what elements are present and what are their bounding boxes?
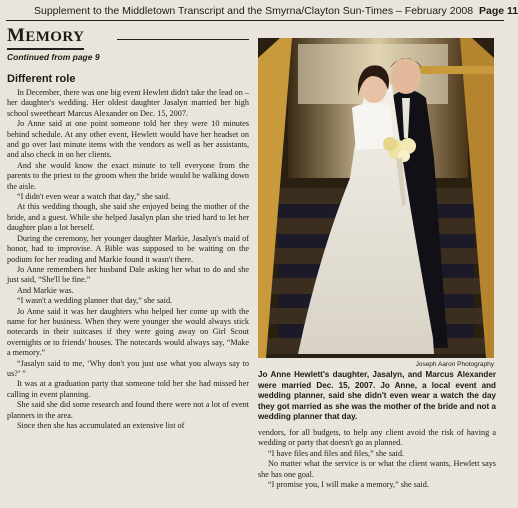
article-paragraph: Jo Anne said at one point someone told her they were 10 minutes behind schedule. At any other event, Hewlett would have her headset on and go over last minute items with the vendors as well as her assistants, and also check in on her clients. [7,119,249,160]
running-head [34,4,518,18]
article-paragraph: “I didn't even wear a watch that day,” she said. [17,192,171,202]
article-subhead: Different role [7,73,76,85]
photo-caption: Jo Anne Hewlett's daughter, Jasalyn, and Marcus Alexander were married Dec. 15, 2007. Jo Anne, a local event and wedding planner, said she didn't even wear a watch the day they got married as she was the mother of the bride and not a wedding planner that day. [258,370,496,422]
article-paragraph: It was at a graduation party that someone told her she had missed her calling in event planning. [7,379,249,399]
wedding-photo [258,38,494,358]
article-paragraph: During the ceremony, her younger daughter Markie, Jasalyn's maid of honor, had to improvise. A Bible was supposed to be waiting on the podium for her reading and Markie found it wasn't there. [7,233,249,264]
article-paragraph: Jo Anne remembers her husband Dale asking her what to do and she just said, “She'll be fine.” [7,264,249,285]
section-title-rest: EMORY [25,29,85,45]
section-rule [117,39,249,40]
article-paragraph: And she would know the exact minute to tell everyone from the parents to the priest to the groom when the bride would be walking down the aisle. [7,160,249,191]
running-head-text: Supplement to the Middletown Transcript and the Smyrna/Clayton Sun-Times – February 2008 [34,5,474,17]
article-paragraph: “Jasalyn said to me, ‘Why don't you just use what you always say to us?’ ” [7,358,249,378]
article-paragraph: Since then she has accumulated an extensive list of [17,421,185,430]
article-paragraph: Jo Anne said it was her daughters who helped her come up with the name for her business. When they were younger she would always stick notecards in their suitcases if they were going away on Girl Scout overnights or to friends' houses. The notecards would always say, “Make a memory.” [7,306,249,358]
article-paragraph: At this wedding though, she said she enjoyed being the mother of the bride, and a guest. While she helped Jasalyn plan she tried hard to let her daughter plan a lot herself. [7,202,249,233]
article-paragraph: vendors, for all budgets, to help any client avoid the risk of having a wedding or party that doesn't go as planned. [258,428,496,448]
article-paragraph: She said she did some research and found there were not a lot of event planners in the area. [7,400,249,420]
wedding-photo-illustration [258,38,494,358]
continued-note: Continued from page 9 [7,52,100,62]
article-paragraph: And Markie was. [17,285,74,295]
section-title [7,26,84,50]
article-paragraph: “I promise you, I will make a memory,” she said. [268,480,429,490]
article-paragraph: “I wasn't a wedding planner that day,” she said. [17,296,173,306]
section-title-initial: M [7,25,26,46]
article-paragraph: “I have files and files and files,” she said. [268,448,404,458]
page-number: Page 11 [479,5,518,17]
article-body [7,88,249,431]
article-column-left [7,26,249,504]
header-rule [6,20,504,21]
article-paragraph: In December, there was one big event Hewlett didn't take the lead on – her daughter's wedding. Her oldest daughter Jasalyn married her high school sweetheart Marcus Alexander on Dec. 15, 2007. [7,88,249,118]
article-paragraph: No matter what the service is or what the client wants, Hewlett says she has one goal. [258,459,496,479]
article-column-right [258,428,496,506]
photo-credit: Joseph Aaron Photography [415,361,494,368]
